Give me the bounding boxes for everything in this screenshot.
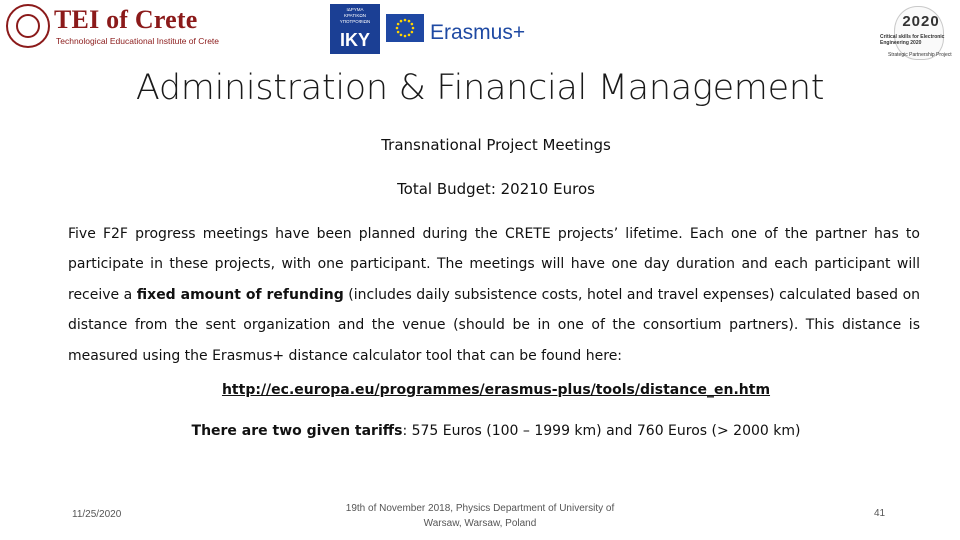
footer-event-line1: 19th of November 2018, Physics Department of University of bbox=[345, 503, 615, 514]
tei-crete-logo bbox=[6, 4, 220, 50]
eu-flag-icon bbox=[386, 14, 424, 42]
footer-event-line2: Warsaw, Warsaw, Poland bbox=[423, 518, 537, 529]
tariffs-line bbox=[0, 423, 960, 439]
tei-logo-subtitle: Technological Educational Institute of Crete bbox=[56, 36, 220, 46]
iky-logo-text: IKY bbox=[339, 30, 370, 50]
paragraph-bold-text: fixed amount of refunding bbox=[136, 286, 344, 303]
footer-date: 11/25/2020 bbox=[72, 509, 122, 520]
tei-seal-icon bbox=[6, 4, 50, 48]
iky-logo bbox=[330, 4, 380, 54]
slide-title: Administration & Financial Management bbox=[135, 68, 825, 108]
distance-calculator-link[interactable]: http://ec.europa.eu/programmes/erasmus-plus/tools/distance_en.htm bbox=[221, 382, 771, 398]
project-logo-line3: Strategic Partnership Project bbox=[888, 52, 952, 58]
tariffs-text: : 575 Euros (100 – 1999 km) and 760 Euros (> 2000 km) bbox=[402, 423, 801, 439]
erasmus-plus-logo: Erasmus+ bbox=[430, 21, 526, 44]
total-budget: Total Budget: 20210 Euros bbox=[397, 180, 595, 198]
footer-event bbox=[300, 501, 660, 531]
tariffs-bold-text: There are two given tariffs bbox=[191, 423, 403, 439]
iky-logo-small-text: ΙΔΡΥΜΑ ΚΡΑΤΙΚΩΝ ΥΠΟΤΡΟΦΙΩΝ bbox=[339, 7, 371, 24]
project-logo-line1: Critical skills for Electronic bbox=[880, 34, 945, 40]
eu-stars-icon bbox=[386, 14, 424, 42]
project-logo-line2: Engineering 2020 bbox=[880, 40, 922, 46]
body-paragraph bbox=[68, 219, 920, 371]
project-logo-year: 2020 bbox=[902, 13, 940, 30]
page-number: 41 bbox=[874, 508, 886, 519]
project-logo bbox=[878, 4, 958, 62]
slide-subtitle: Transnational Project Meetings bbox=[381, 136, 611, 154]
tei-logo-title: TEI of Crete bbox=[54, 5, 198, 34]
paragraph-text-part1: Five F2F progress meetings have been planned during the CRETE projects’ lifetime. Each one of the partner has to participate in these projects, with one participant. The meetings will have one day duration and each participant will receive a bbox=[68, 226, 920, 303]
paragraph-text-part2: (includes daily subsistence costs, hotel and travel expenses) calculated based on distance from the sent organization and the venue (should be in one of the consortium partners). This distance is measured using the Erasmus+ distance calculator tool that can be found here: bbox=[68, 286, 921, 364]
